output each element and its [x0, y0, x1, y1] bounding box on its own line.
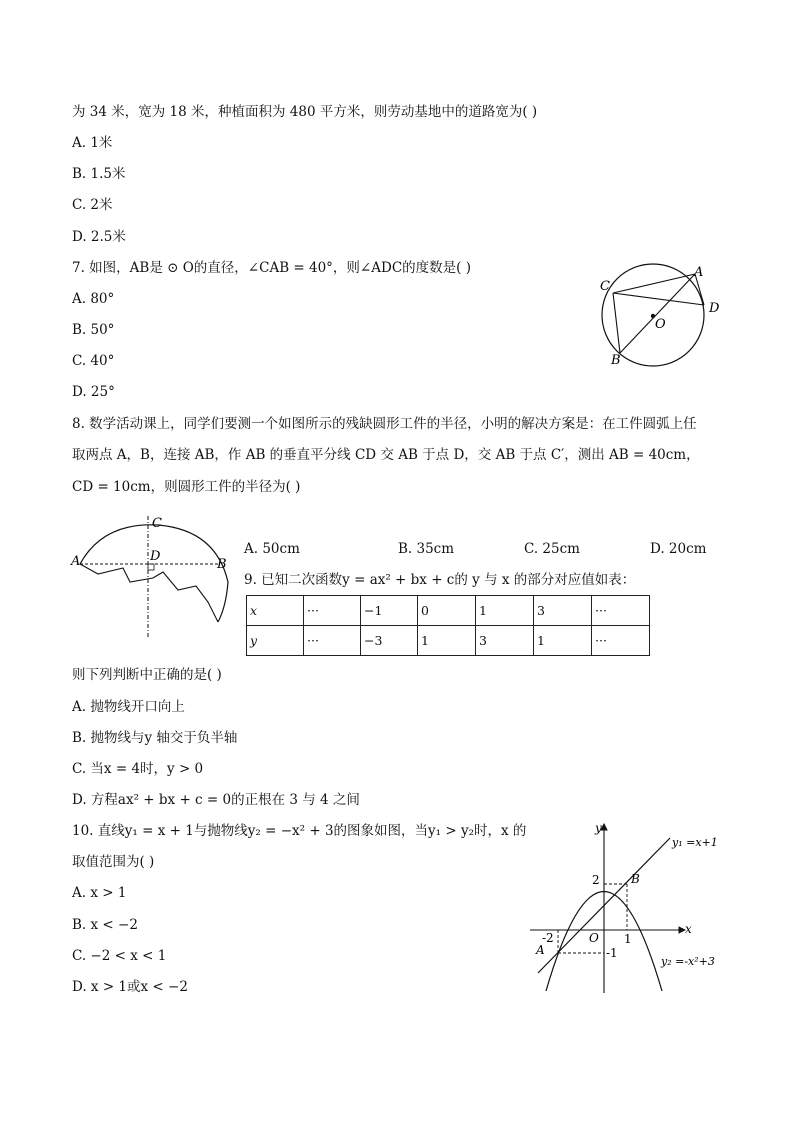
q7-chord-cb: [613, 293, 620, 353]
q7-circle-figure: [590, 258, 730, 370]
q10-parabola-label: y₂ =-x²+3: [661, 955, 715, 968]
q6-option-c: C. 2米: [72, 197, 113, 213]
q8-option-c: C. 25cm: [524, 541, 580, 557]
q10-axis-y-label: y: [595, 821, 602, 835]
q8-label-a: A: [71, 554, 81, 569]
q8-label-c: C: [152, 516, 162, 531]
q9-value-table: [246, 595, 650, 656]
q7-stem: 7. 如图，AB是 ⊙ O的直径，∠CAB = 40°，则∠ADC的度数是( ): [72, 260, 471, 276]
table-cell: 3: [476, 626, 534, 656]
q10-tick-2: 2: [592, 873, 600, 887]
q10-line-label: y₁ =x+1: [672, 836, 718, 849]
table-cell: −3: [361, 626, 418, 656]
table-cell: 1: [534, 626, 592, 656]
table-cell: 1: [418, 626, 476, 656]
q8-option-d: D. 20cm: [650, 541, 707, 557]
table-cell: y: [247, 626, 304, 656]
q8-label-b: B: [217, 557, 227, 572]
q7-option-a: A. 80°: [72, 291, 115, 307]
q6-option-a: A. 1米: [72, 135, 113, 151]
table-cell: ···: [592, 626, 650, 656]
q9-option-a: A. 抛物线开口向上: [72, 699, 185, 715]
table-row: [247, 596, 650, 626]
q6-option-b: B. 1.5米: [72, 166, 126, 182]
q8-line-3: CD = 10cm，则圆形工件的半径为( ): [72, 479, 301, 495]
q10-point-a-label: A: [536, 943, 545, 957]
q9-option-c: C. 当x = 4时，y > 0: [72, 761, 204, 777]
table-cell: 3: [534, 596, 592, 626]
q7-option-c: C. 40°: [72, 353, 115, 369]
q7-option-b: B. 50°: [72, 322, 115, 338]
q7-label-a: A: [694, 265, 704, 280]
table-cell: ···: [304, 596, 361, 626]
table-cell: x: [247, 596, 304, 626]
q9-stem: 9. 已知二次函数y = ax² + bx + c的 y 与 x 的部分对应值如表：: [244, 572, 636, 588]
q7-label-b: B: [611, 353, 621, 368]
q8-label-d: D: [150, 549, 161, 564]
q8-right-angle: [148, 564, 154, 570]
q7-option-d: D. 25°: [72, 384, 115, 400]
q7-label-o: O: [655, 317, 666, 332]
q10-stem-2: 取值范围为( ): [72, 854, 155, 870]
q10-point-b-label: B: [631, 872, 640, 886]
q10-origin-label: O: [589, 931, 599, 945]
table-cell: −1: [361, 596, 418, 626]
table-cell: 1: [476, 596, 534, 626]
q8-arc-figure: [68, 512, 238, 640]
q10-option-a: A. x > 1: [72, 885, 127, 901]
q8-line-2: 取两点 A，B，连接 AB，作 AB 的垂直平分线 CD 交 AB 于点 D，交 AB 于点 C′，测出 AB = 40cm，: [72, 447, 700, 463]
table-cell: ···: [592, 596, 650, 626]
q6-stem: 为 34 米，宽为 18 米，种植面积为 480 平方米，则劳动基地中的道路宽为( ): [72, 104, 538, 120]
q9-option-b: B. 抛物线与y 轴交于负半轴: [72, 730, 238, 746]
q10-axis-x-label: x: [685, 922, 692, 936]
q10-graph-figure: [520, 818, 730, 996]
q7-diameter-ab: [620, 274, 695, 353]
q9-question: 则下列判断中正确的是( ): [72, 667, 222, 683]
q7-chord-cd: [613, 293, 704, 305]
q7-chord-ca: [613, 274, 695, 293]
q8-option-a: A. 50cm: [244, 541, 300, 557]
q8-option-b: B. 35cm: [398, 541, 455, 557]
q9-option-d: D. 方程ax² + bx + c = 0的正根在 3 与 4 之间: [72, 792, 360, 808]
q7-label-d: D: [709, 301, 720, 316]
q10-option-b: B. x < −2: [72, 917, 138, 933]
q10-option-d: D. x > 1或x < −2: [72, 979, 188, 995]
q10-option-c: C. −2 < x < 1: [72, 948, 167, 964]
q10-tick-neg1: -1: [606, 946, 618, 960]
q7-label-c: C: [600, 279, 610, 294]
table-cell: 0: [418, 596, 476, 626]
q10-tick-neg2: -2: [542, 931, 554, 945]
q8-line-1: 8. 数学活动课上，同学们要测一个如图所示的残缺圆形工件的半径，小明的解决方案是：在工件圆弧上任: [72, 416, 697, 432]
q6-option-d: D. 2.5米: [72, 229, 126, 245]
table-row: [247, 626, 650, 656]
q10-stem: 10. 直线y₁ = x + 1与抛物线y₂ = −x² + 3的图象如图，当y₁ > y₂时，x 的: [72, 823, 527, 839]
table-cell: ···: [304, 626, 361, 656]
q10-tick-1: 1: [624, 932, 632, 946]
q8-broken-edge: [80, 564, 218, 622]
